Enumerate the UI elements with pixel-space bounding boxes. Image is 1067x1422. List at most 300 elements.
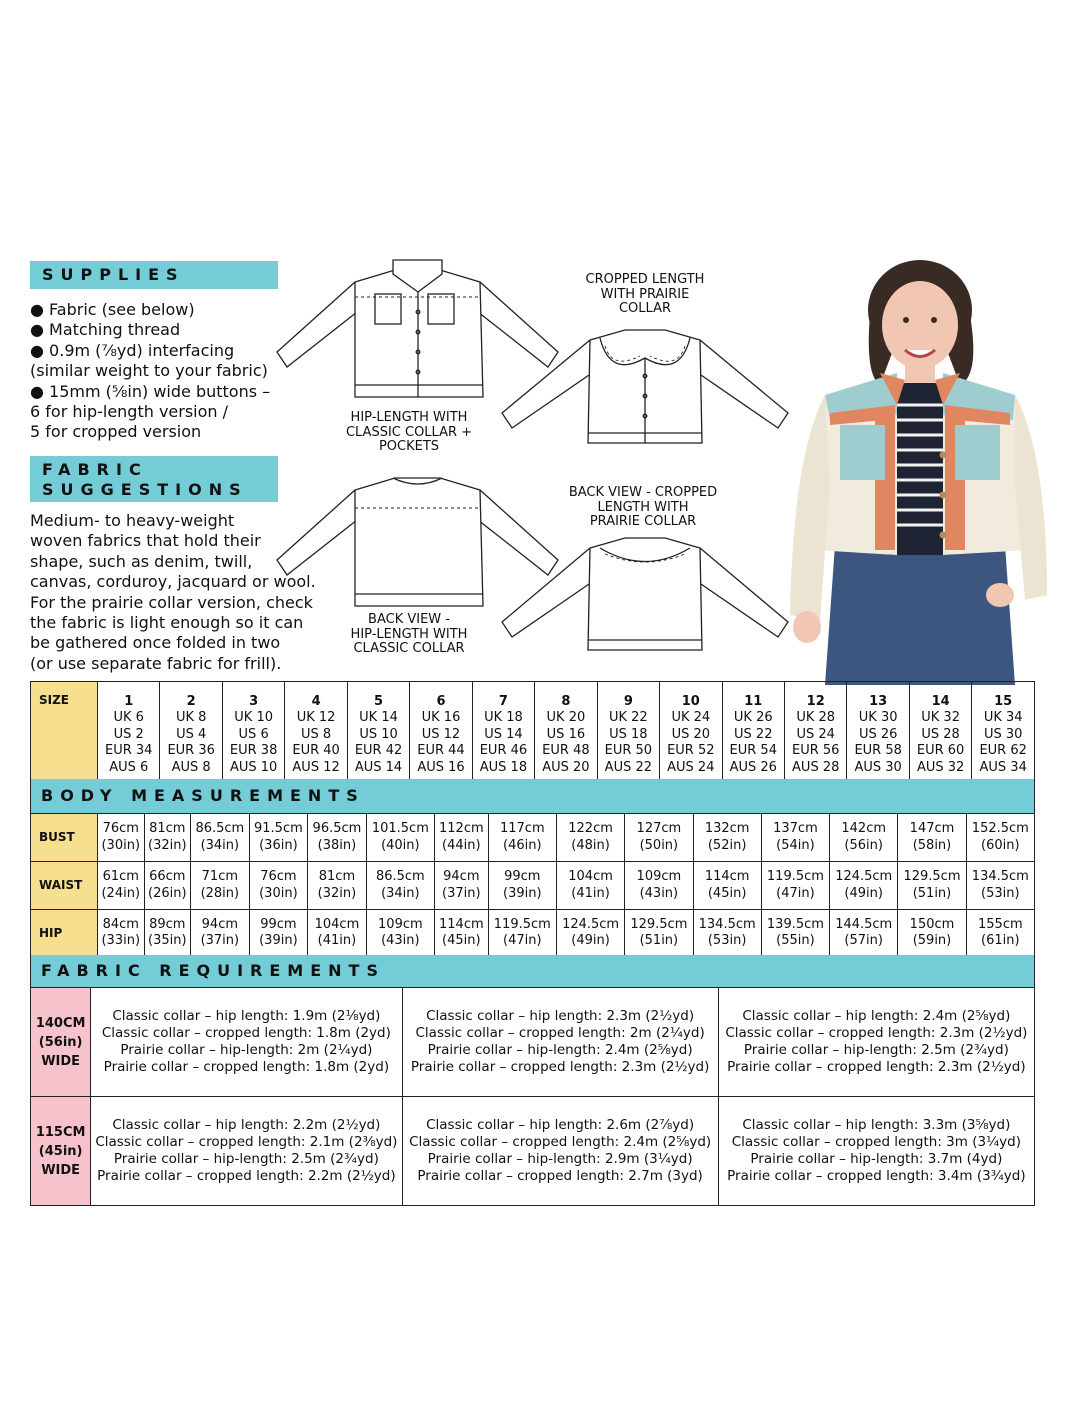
- measurement-cell: [434, 910, 488, 957]
- size-number: 5: [374, 693, 384, 709]
- requirement-line: Classic collar – cropped length: 1.8m (2yd): [101, 1025, 391, 1042]
- size-uk: UK 18: [484, 710, 523, 726]
- width-label-line: (56in): [38, 1034, 83, 1050]
- size-aus: AUS 26: [729, 759, 777, 775]
- size-uk: UK 34: [983, 710, 1023, 726]
- measurement-in: (30in): [101, 837, 141, 853]
- text-line: canvas, corduroy, jacquard or wool.: [30, 572, 316, 592]
- measurement-in: (36in): [259, 837, 298, 853]
- measurement-in: (51in): [912, 885, 952, 901]
- measurement-in: (26in): [148, 885, 187, 901]
- size-us: US 16: [546, 726, 586, 742]
- measurement-cm: 84cm: [102, 916, 139, 932]
- measurement-cm: 86.5cm: [375, 869, 425, 884]
- measurement-in: (50in): [639, 837, 679, 853]
- size-cell: [472, 682, 534, 789]
- caption-line: WITH PRAIRIE: [600, 286, 690, 302]
- measurement-in: (59in): [912, 933, 952, 948]
- measurement-cell: [249, 862, 308, 910]
- size-uk: UK 12: [296, 710, 336, 726]
- measurement-cm: 142cm: [841, 821, 887, 836]
- measurement-cm: 152.5cm: [971, 821, 1029, 836]
- measurement-in: (40in): [381, 837, 420, 853]
- measurement-cm: 94cm: [443, 869, 480, 884]
- size-us: US 18: [609, 726, 648, 742]
- fabric-requirement-cell: [91, 1097, 402, 1206]
- size-cell: [660, 682, 722, 789]
- measurement-in: (45in): [707, 885, 747, 901]
- size-aus: AUS 22: [604, 759, 653, 775]
- measurement-cm: 109cm: [636, 869, 682, 884]
- caption-line: CROPPED LENGTH: [585, 272, 705, 287]
- measurement-cm: 129.5cm: [903, 869, 961, 884]
- caption-line: COLLAR: [618, 301, 672, 316]
- size-aus: AUS 20: [542, 759, 590, 775]
- size-uk: UK 24: [671, 710, 711, 726]
- measurement-cell: [488, 814, 556, 862]
- measurement-cell: [144, 862, 191, 910]
- size-eur: EUR 60: [916, 743, 965, 759]
- measurement-cm: 99cm: [260, 916, 297, 932]
- supplies-item: ● Matching thread: [30, 320, 181, 340]
- measurement-cm: 104cm: [314, 916, 360, 932]
- measurement-in: (32in): [317, 885, 357, 901]
- measurement-in: (39in): [503, 885, 542, 901]
- cropped-front-caption: [535, 273, 755, 317]
- fabric-width-row: [31, 1097, 1035, 1206]
- requirement-line: Prairie collar – cropped length: 2.7m (3yd): [417, 1167, 703, 1184]
- measurement-cm: 104cm: [568, 869, 613, 884]
- measurement-cm: 127cm: [636, 821, 682, 836]
- fabric-requirement-cell: [402, 1097, 718, 1206]
- requirement-line: Prairie collar – hip-length: 2.5m (2¾yd): [113, 1151, 379, 1167]
- measurement-cm: 76cm: [260, 869, 297, 884]
- measurement-in: (54in): [776, 837, 815, 853]
- fabric-requirement-cell: [718, 988, 1034, 1097]
- requirement-line: Prairie collar – hip-length: 3.7m (4yd): [750, 1151, 1003, 1167]
- requirement-line: Prairie collar – hip-length: 2m (2¼yd): [120, 1042, 373, 1058]
- measurement-cell: [191, 862, 250, 910]
- size-aus: AUS 32: [916, 759, 965, 775]
- measurement-in: (44in): [442, 837, 481, 853]
- size-aus: AUS 6: [109, 759, 149, 775]
- measurement-cm: 144.5cm: [835, 916, 893, 932]
- size-eur: EUR 46: [479, 743, 528, 759]
- measurement-cm: 122cm: [568, 821, 613, 836]
- size-number: 11: [744, 693, 763, 709]
- measurement-in: (51in): [639, 933, 679, 948]
- measurement-cm: 132cm: [704, 821, 750, 836]
- measurement-cm: 61cm: [102, 869, 139, 884]
- width-label-line: 115CM: [35, 1124, 86, 1140]
- caption-line: HIP-LENGTH WITH: [350, 410, 468, 425]
- measurement-cell: [693, 814, 761, 862]
- size-aus: AUS 18: [479, 759, 528, 775]
- caption-line: POCKETS: [378, 439, 440, 454]
- measurement-cell: [98, 814, 145, 862]
- measurement-cell: [308, 862, 367, 910]
- size-cell: [535, 682, 597, 789]
- size-us: US 26: [858, 726, 898, 742]
- measurement-cell: [693, 910, 761, 957]
- measurement-in: (47in): [503, 933, 542, 948]
- requirement-line: Prairie collar – hip-length: 2.9m (3¼yd): [427, 1151, 693, 1167]
- size-uk: UK 26: [733, 710, 773, 726]
- size-us: US 22: [734, 726, 773, 742]
- requirement-line: Classic collar – cropped length: 2.4m (2⅝yd): [409, 1134, 712, 1151]
- measurement-in: (47in): [776, 885, 815, 901]
- cropped-front-sketch: [500, 318, 790, 458]
- size-number: 1: [124, 693, 134, 709]
- size-number: 12: [806, 693, 825, 709]
- measurement-cm: 150cm: [909, 916, 955, 932]
- measurement-cm: 101.5cm: [371, 821, 429, 836]
- supplies-item: ● 0.9m (⅞yd) interfacing: [30, 340, 235, 360]
- fabric-requirement-cell: [718, 1097, 1034, 1206]
- measurement-cm: 109cm: [378, 916, 423, 932]
- measurement-cell: [761, 862, 829, 910]
- measurement-cell: [249, 814, 308, 862]
- measurement-cell: [898, 862, 966, 910]
- measurement-in: (57in): [844, 933, 883, 948]
- measurement-in: (39in): [259, 933, 298, 948]
- width-label-line: (45in): [38, 1143, 83, 1159]
- requirement-line: Classic collar – cropped length: 3m (3¼yd): [731, 1134, 1021, 1151]
- size-cell: [909, 682, 971, 789]
- fabric-width-label: [31, 1097, 91, 1206]
- size-cell: [972, 682, 1035, 789]
- text-line: the fabric is light enough so it can: [30, 613, 304, 633]
- caption-line: CLASSIC COLLAR: [353, 641, 465, 656]
- size-cell: [597, 682, 659, 789]
- measurement-cm: 155cm: [978, 916, 1023, 932]
- measurement-in: (45in): [442, 933, 481, 948]
- measurement-cm: 134.5cm: [698, 916, 756, 932]
- measurement-in: (53in): [707, 933, 747, 948]
- size-aus: AUS 10: [229, 759, 278, 775]
- measurement-in: (43in): [639, 885, 679, 901]
- measurement-cell: [898, 910, 966, 957]
- measurement-cm: 89cm: [149, 916, 186, 932]
- size-eur: EUR 62: [979, 743, 1027, 759]
- back-hip-caption: [299, 613, 519, 657]
- fabric-width-label: [31, 988, 91, 1097]
- supplies-list: [30, 300, 290, 443]
- measurement-cm: 91.5cm: [254, 821, 303, 836]
- supplies-heading: SUPPLIES: [30, 261, 278, 289]
- body-measurements-table: [30, 813, 1035, 957]
- requirement-line: Prairie collar – hip-length: 2.5m (2¾yd): [743, 1042, 1009, 1058]
- supplies-item: ● Fabric (see below): [30, 300, 195, 319]
- size-us: US 6: [238, 726, 269, 742]
- caption-line: HIP-LENGTH WITH: [350, 626, 468, 642]
- requirement-line: Classic collar – hip length: 3.3m (3⅝yd): [742, 1117, 1011, 1134]
- measurement-in: (48in): [571, 837, 610, 853]
- measurement-cm: 86.5cm: [195, 821, 245, 836]
- measurement-cm: 137cm: [773, 821, 818, 836]
- size-eur: EUR 44: [417, 743, 465, 759]
- size-uk: UK 14: [359, 710, 398, 726]
- size-number: 7: [498, 693, 508, 709]
- measurement-cell: [625, 814, 693, 862]
- size-number: 15: [994, 693, 1013, 709]
- size-eur: EUR 38: [229, 743, 278, 759]
- measurement-cm: 81cm: [149, 821, 186, 836]
- size-aus: AUS 12: [292, 759, 340, 775]
- text-line: be gathered once folded in two: [30, 633, 281, 653]
- measurement-in: (33in): [101, 933, 141, 948]
- measurement-in: (34in): [381, 885, 420, 901]
- size-cell: [347, 682, 409, 789]
- width-label-line: WIDE: [41, 1053, 81, 1069]
- body-measurements-heading: BODY MEASUREMENTS: [30, 779, 1035, 813]
- size-aus: AUS 30: [854, 759, 902, 775]
- measurement-in: (37in): [442, 885, 481, 901]
- caption-line: PRAIRIE COLLAR: [589, 514, 697, 529]
- measurement-row: [31, 862, 1035, 910]
- size-aus: AUS 28: [792, 759, 840, 775]
- size-us: US 10: [359, 726, 398, 742]
- measurement-in: (49in): [571, 933, 610, 948]
- size-number: 4: [311, 693, 321, 709]
- measurement-cell: [191, 814, 250, 862]
- measurement-cm: 112cm: [439, 821, 484, 836]
- measurement-cm: 119.5cm: [766, 869, 824, 884]
- size-number: 8: [561, 693, 571, 709]
- measurement-cell: [693, 862, 761, 910]
- size-aus: AUS 14: [354, 759, 403, 775]
- size-aus: AUS 16: [417, 759, 465, 775]
- size-aus: AUS 8: [171, 759, 211, 775]
- measurement-cell: [144, 910, 191, 957]
- measurement-in: (53in): [981, 885, 1020, 901]
- caption-line: LENGTH WITH: [597, 499, 689, 515]
- size-us: US 20: [671, 726, 711, 742]
- measurement-cell: [144, 814, 191, 862]
- measurement-cell: [966, 910, 1034, 957]
- text-line: woven fabrics that hold their: [30, 531, 261, 551]
- supplies-item: 5 for cropped version: [30, 422, 202, 442]
- measurement-cell: [625, 910, 693, 957]
- measurement-in: (60in): [981, 837, 1020, 853]
- measurement-in: (49in): [844, 885, 883, 901]
- size-number: 6: [436, 693, 446, 709]
- measurement-in: (37in): [200, 933, 240, 948]
- measurement-in: (43in): [381, 933, 420, 948]
- requirement-line: Classic collar – cropped length: 2.3m (2½yd): [725, 1025, 1028, 1042]
- measurement-cell: [434, 814, 488, 862]
- text-line: Medium- to heavy-weight: [30, 511, 235, 530]
- measurement-in: (56in): [844, 837, 883, 853]
- measurement-cm: 124.5cm: [562, 916, 620, 932]
- size-eur: EUR 40: [292, 743, 340, 759]
- measurement-cell: [308, 910, 367, 957]
- size-eur: EUR 48: [542, 743, 590, 759]
- measurement-cm: 147cm: [909, 821, 955, 836]
- measurement-cell: [966, 862, 1034, 910]
- measurement-cm: 96.5cm: [312, 821, 362, 836]
- requirement-line: Classic collar – cropped length: 2.1m (2⅜yd): [95, 1134, 398, 1151]
- measurement-cm: 66cm: [149, 869, 186, 884]
- requirement-line: Classic collar – cropped length: 2m (2¼yd): [415, 1025, 705, 1042]
- measurement-in: (32in): [148, 837, 187, 853]
- size-number: 10: [681, 693, 700, 709]
- measurement-cell: [366, 910, 434, 957]
- measurement-in: (61in): [981, 933, 1020, 948]
- body-measurements-body: [31, 814, 1035, 957]
- measurement-cell: [488, 862, 556, 910]
- size-uk: UK 30: [858, 710, 898, 726]
- size-aus: AUS 34: [979, 759, 1027, 775]
- measurement-in: (30in): [259, 885, 298, 901]
- width-label-line: WIDE: [41, 1162, 81, 1178]
- size-number: 13: [869, 693, 888, 709]
- fabric-requirement-cell: [402, 988, 718, 1097]
- measurement-cell: [366, 862, 434, 910]
- requirement-line: Classic collar – hip length: 1.9m (2⅛yd): [112, 1008, 381, 1025]
- measurement-cm: 99cm: [504, 869, 541, 884]
- measurement-cell: [625, 862, 693, 910]
- measurement-in: (38in): [317, 837, 357, 853]
- size-us: US 24: [796, 726, 835, 742]
- measurement-label: WAIST: [31, 862, 98, 910]
- measurement-cell: [966, 814, 1034, 862]
- fabric-width-row: [31, 988, 1035, 1097]
- size-eur: EUR 52: [667, 743, 715, 759]
- measurement-cm: 119.5cm: [493, 916, 551, 932]
- text-line: (or use separate fabric for frill).: [30, 653, 282, 673]
- size-cell: [847, 682, 909, 789]
- size-cell: [222, 682, 284, 789]
- measurement-cell: [98, 910, 145, 957]
- width-label-line: 140CM: [35, 1015, 86, 1031]
- requirement-line: Prairie collar – cropped length: 2.3m (2½yd): [727, 1058, 1026, 1075]
- size-uk: UK 22: [608, 710, 648, 726]
- requirement-line: Prairie collar – cropped length: 1.8m (2yd): [103, 1058, 390, 1075]
- measurement-row: [31, 814, 1035, 862]
- size-eur: EUR 50: [604, 743, 653, 759]
- heading-line: SUGGESTIONS: [42, 480, 248, 499]
- measurement-in: (41in): [571, 885, 610, 901]
- size-uk: UK 8: [175, 710, 207, 726]
- supplies-item: (similar weight to your fabric): [30, 361, 268, 381]
- measurement-cm: 76cm: [102, 821, 139, 836]
- measurement-label: BUST: [31, 814, 98, 862]
- size-us: US 30: [983, 726, 1023, 742]
- size-us: US 14: [484, 726, 523, 742]
- size-uk: UK 16: [421, 710, 461, 726]
- measurement-cell: [488, 910, 556, 957]
- hip-length-front-caption: [299, 411, 519, 455]
- measurement-cm: 139.5cm: [766, 916, 824, 932]
- size-eur: EUR 54: [729, 743, 777, 759]
- size-number: 9: [623, 693, 633, 709]
- text-line: shape, such as denim, twill,: [30, 551, 253, 571]
- measurement-cm: 124.5cm: [835, 869, 893, 884]
- size-cell: [98, 682, 160, 789]
- measurement-cell: [556, 862, 624, 910]
- size-eur: EUR 36: [167, 743, 215, 759]
- caption-line: BACK VIEW - CROPPED: [568, 485, 718, 500]
- measurement-cm: 114cm: [439, 916, 484, 932]
- requirement-line: Classic collar – hip length: 2.3m (2½yd): [426, 1008, 695, 1025]
- size-us: US 28: [921, 726, 960, 742]
- measurement-cell: [830, 910, 898, 957]
- size-number: 3: [249, 693, 259, 709]
- caption-line: CLASSIC COLLAR +: [345, 424, 473, 440]
- size-us: US 12: [421, 726, 461, 742]
- measurement-in: (46in): [503, 837, 542, 853]
- requirement-line: Classic collar – hip length: 2.4m (2⅝yd): [742, 1008, 1011, 1025]
- supplies-item: 6 for hip-length version /: [30, 402, 229, 422]
- size-number: 14: [931, 693, 950, 709]
- measurement-cm: 117cm: [499, 821, 545, 836]
- measurement-in: (24in): [101, 885, 141, 901]
- size-cell: [410, 682, 472, 789]
- measurement-cell: [434, 862, 488, 910]
- measurement-cell: [830, 814, 898, 862]
- back-cropped-sketch: [500, 530, 790, 665]
- measurement-cell: [556, 910, 624, 957]
- size-uk: UK 6: [113, 710, 144, 726]
- requirement-line: Prairie collar – cropped length: 2.2m (2½yd): [97, 1167, 396, 1184]
- back-cropped-caption: [533, 486, 753, 530]
- measurement-cell: [556, 814, 624, 862]
- fabric-requirement-cell: [91, 988, 402, 1097]
- measurement-in: (35in): [148, 933, 187, 948]
- measurement-cell: [761, 814, 829, 862]
- measurement-cell: [98, 862, 145, 910]
- requirement-line: Classic collar – hip length: 2.6m (2⅞yd): [426, 1117, 695, 1134]
- measurement-in: (41in): [317, 933, 357, 948]
- measurement-cm: 114cm: [704, 869, 750, 884]
- size-uk: UK 32: [921, 710, 960, 726]
- measurement-in: (55in): [776, 933, 815, 948]
- model-photo: [785, 255, 1055, 685]
- measurement-cm: 94cm: [201, 916, 239, 932]
- size-cell: [784, 682, 846, 789]
- fabric-requirements-table: [30, 987, 1035, 1206]
- measurement-cell: [249, 910, 308, 957]
- size-uk: UK 28: [796, 710, 836, 726]
- requirement-line: Prairie collar – cropped length: 2.3m (2½yd): [410, 1058, 710, 1075]
- measurement-in: (34in): [200, 837, 240, 853]
- measurement-in: (52in): [707, 837, 747, 853]
- measurement-cell: [761, 910, 829, 957]
- size-us: US 8: [301, 726, 332, 742]
- size-label: SIZE: [31, 682, 98, 789]
- size-eur: EUR 56: [791, 743, 840, 759]
- measurement-cell: [191, 910, 250, 957]
- size-eur: EUR 42: [354, 743, 403, 759]
- size-cell: [722, 682, 784, 789]
- size-eur: EUR 34: [105, 743, 153, 759]
- size-us: US 2: [113, 726, 144, 742]
- requirement-line: Prairie collar – hip-length: 2.4m (2⅝yd): [427, 1042, 693, 1058]
- measurement-cm: 129.5cm: [630, 916, 688, 932]
- measurement-in: (58in): [912, 837, 952, 853]
- size-uk: UK 20: [546, 710, 586, 726]
- fabric-suggestions-heading: [30, 456, 278, 502]
- size-cell: [285, 682, 347, 789]
- size-number: 2: [186, 693, 196, 709]
- caption-line: BACK VIEW -: [368, 612, 450, 627]
- measurement-cell: [308, 814, 367, 862]
- measurement-cm: 71cm: [201, 869, 239, 884]
- size-row: [31, 682, 1035, 789]
- supplies-item: ● 15mm (⅝in) wide buttons –: [30, 381, 271, 401]
- size-eur: EUR 58: [854, 743, 902, 759]
